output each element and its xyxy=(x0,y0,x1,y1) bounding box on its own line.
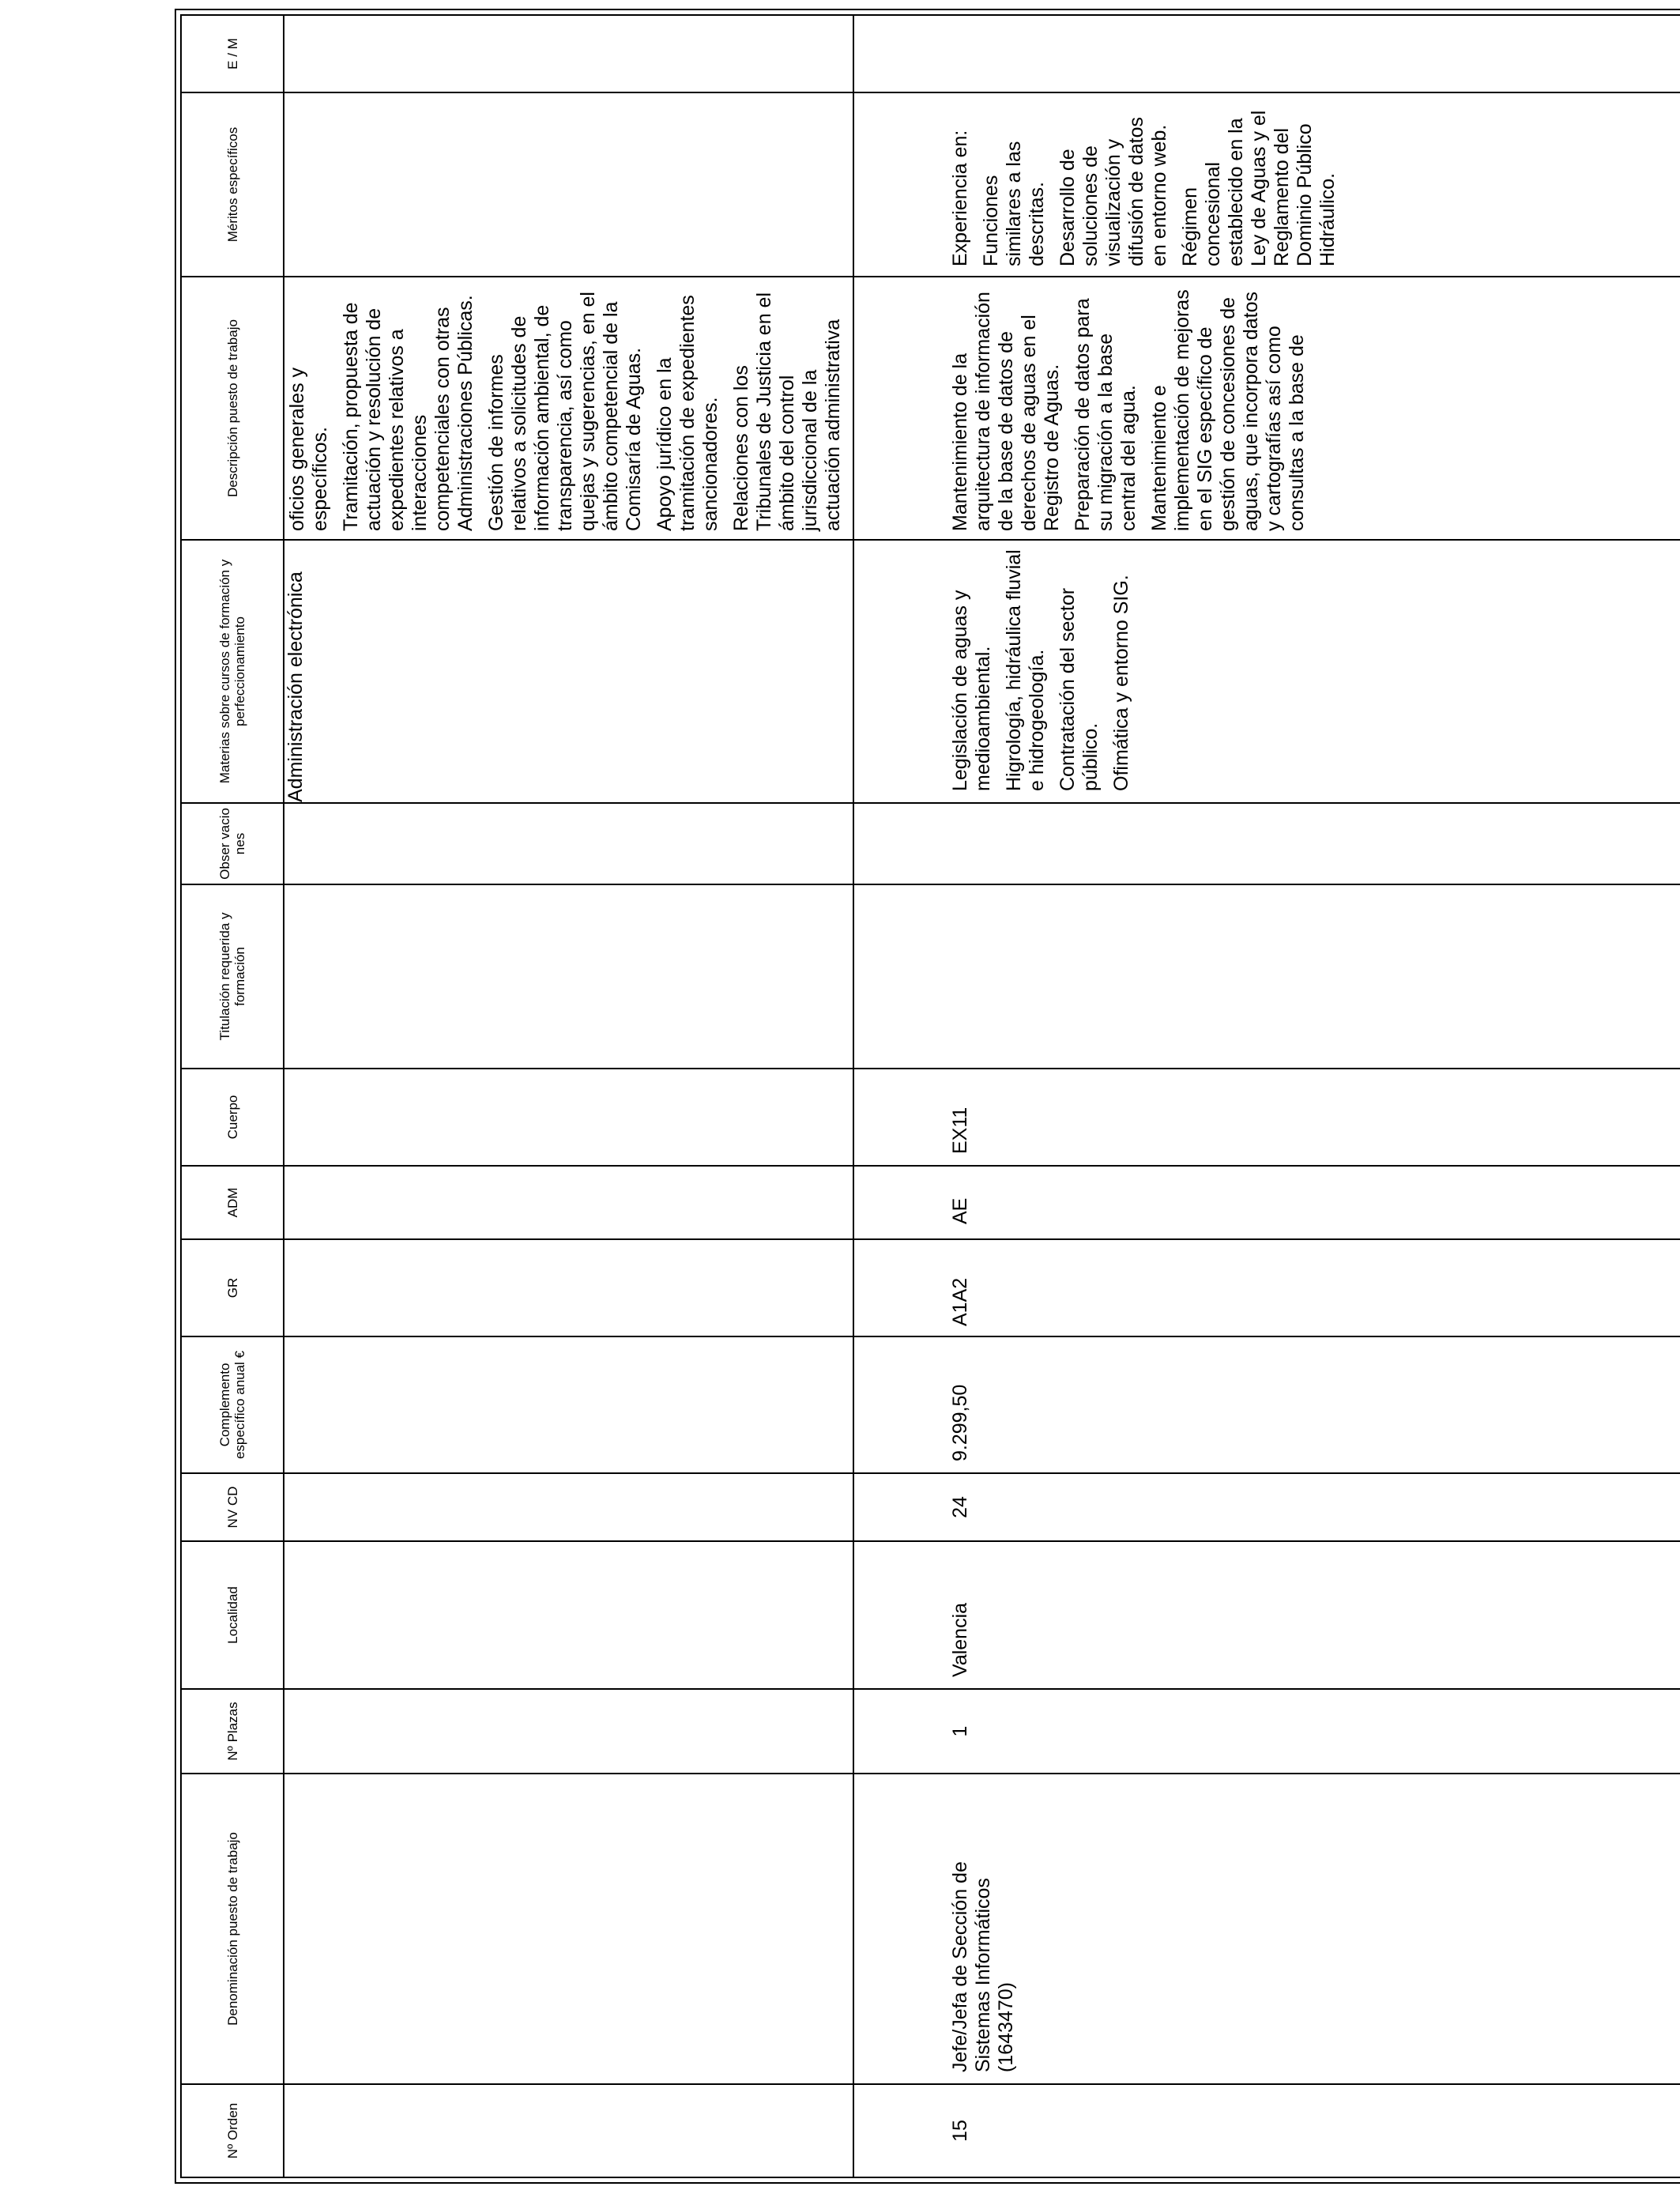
meritos-value xyxy=(853,92,1680,277)
header-complemento: Complemento específico anual € xyxy=(181,1336,284,1473)
materias-line: Higrología, hidráulica fluvial e hidrogeología. xyxy=(1003,549,1048,791)
continuation-descripcion xyxy=(284,277,853,540)
header-materias: Materias sobre cursos de formación y perfeccionamiento xyxy=(181,540,284,803)
header-em: E / M xyxy=(181,15,284,92)
header-titulacion: Titulación requerida y formación xyxy=(181,884,284,1069)
observaciones-value xyxy=(853,803,1680,884)
meritos-line: Experiencia en: xyxy=(949,130,971,266)
meritos-line: Desarrollo de soluciones de visualización y difusión de datos en entorno web. xyxy=(1057,116,1170,266)
header-observaciones: Obser vacio nes xyxy=(181,803,284,884)
header-gr: GR xyxy=(181,1239,284,1336)
materias-line: Administración electrónica xyxy=(284,571,307,802)
adm-value: AE xyxy=(853,1166,1680,1239)
descripcion-line: Apoyo jurídico en la tramitación de expedientes sancionadores. xyxy=(654,295,721,531)
complemento-value: 9.299,50 xyxy=(853,1336,1680,1473)
header-meritos: Méritos específicos xyxy=(181,92,284,277)
header-cuerpo: Cuerpo xyxy=(181,1069,284,1166)
plazas-value: 1 xyxy=(853,1689,1680,1774)
continuation-materias xyxy=(284,540,853,803)
meritos-line: Régimen concesional establecido en la Ley de Aguas y el Reglamento del Dominio Público Hidráulico. xyxy=(1179,110,1339,266)
materias-line: Contratación del sector público. xyxy=(1057,587,1102,791)
header-plazas: Nº Plazas xyxy=(181,1689,284,1774)
descripcion-line: Mantenimiento e implementación de mejoras en el SIG específico de gestión de concesiones de aguas, que incorpora datos y cartografías así como consultas a la base de xyxy=(1148,289,1308,531)
descripcion-line: Preparación de datos para su migración a la base central del agua. xyxy=(1072,298,1139,531)
descripcion-line: Gestión de informes relativos a solicitudes de información ambiental, de transparencia, así como quejas y sugerencias, en el ámbito competencial de la Comisaría de Aguas. xyxy=(485,292,645,531)
descripcion-line: Relaciones con los Tribunales de Justicia en el ámbito del control jurisdiccional de la actuación administrativa xyxy=(730,292,844,531)
descripcion-line: oficios generales y específicos. xyxy=(286,367,331,531)
positions-table xyxy=(180,14,1680,2178)
meritos-line: Funciones similares a las descritas. xyxy=(980,141,1048,266)
header-row xyxy=(181,15,284,2177)
descripcion-line: Tramitación, propuesta de actuación y resolución de expedientes relativos a interacciones competenciales con otras Administraciones Públicas. xyxy=(340,295,477,531)
gr-value: A1A2 xyxy=(853,1239,1680,1336)
cuerpo-value: EX11 xyxy=(853,1069,1680,1166)
em-value xyxy=(853,15,1680,92)
descripcion-value xyxy=(853,277,1680,540)
header-descripcion: Descripción puesto de trabajo xyxy=(181,277,284,540)
materias-line: Ofimática y entorno SIG. xyxy=(1110,575,1132,791)
table-row xyxy=(853,15,1680,2177)
header-localidad: Localidad xyxy=(181,1541,284,1689)
table-row xyxy=(284,15,853,2177)
titulacion-value xyxy=(853,884,1680,1069)
header-adm: ADM xyxy=(181,1166,284,1239)
nv-cd-value: 24 xyxy=(853,1473,1680,1541)
materias-value xyxy=(853,540,1680,803)
localidad-value: Valencia xyxy=(853,1541,1680,1689)
header-denominacion: Denominación puesto de trabajo xyxy=(181,1774,284,2084)
denominacion-value: Jefe/Jefa de Sección de Sistemas Informáticos (1643470) xyxy=(853,1774,1680,2084)
header-orden: Nº Orden xyxy=(181,2084,284,2177)
header-nv-cd: NV CD xyxy=(181,1473,284,1541)
orden-value: 15 xyxy=(853,2084,1680,2177)
descripcion-line: Mantenimiento de la arquitectura de información de la base de datos de derechos de aguas en el Registro de Aguas. xyxy=(949,292,1063,531)
materias-line: Legislación de aguas y medioambiental. xyxy=(949,590,994,791)
